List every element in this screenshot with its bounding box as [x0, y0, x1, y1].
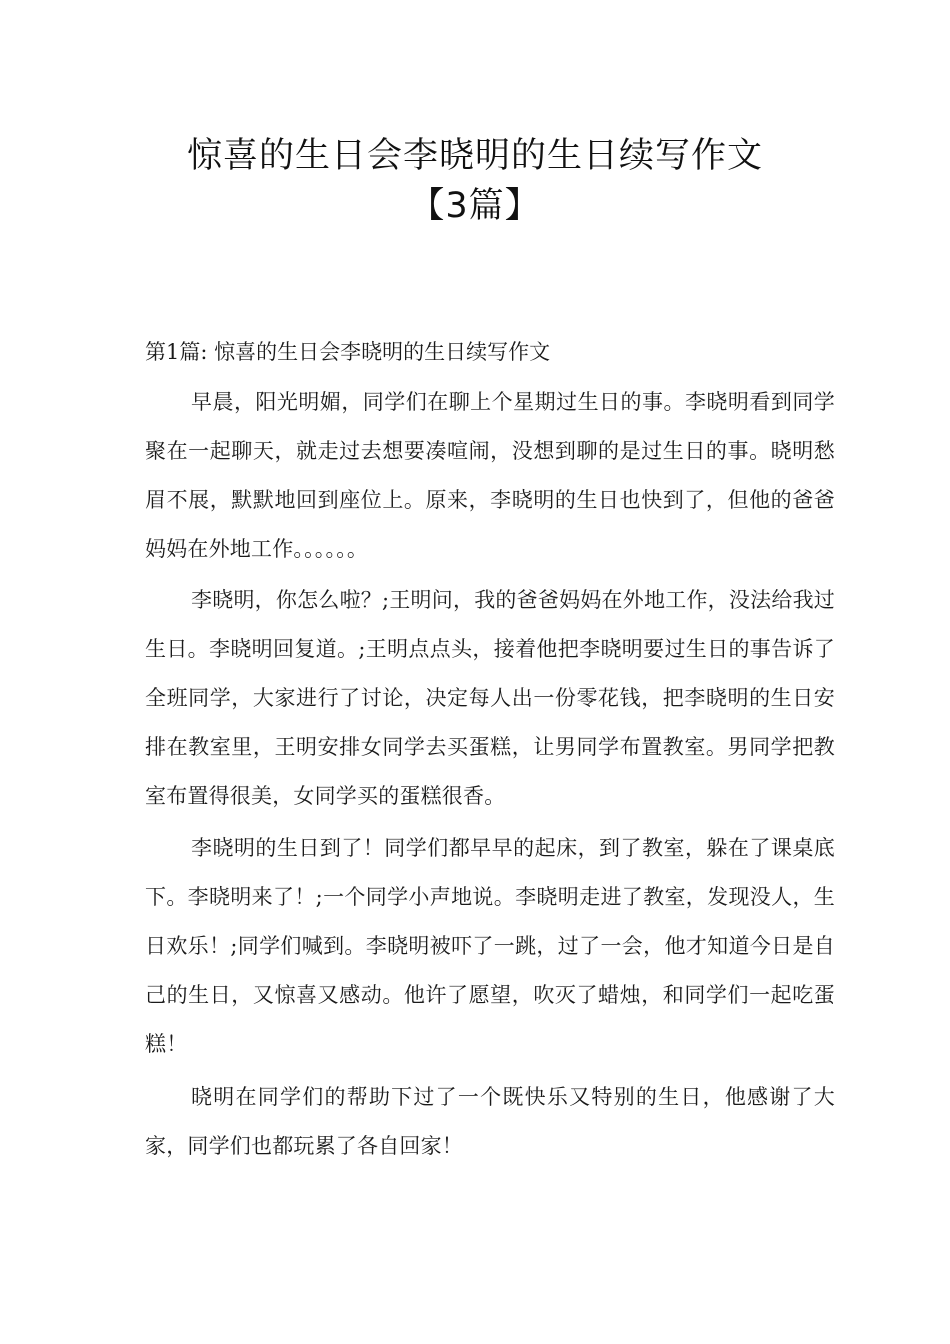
- paragraph: 李晓明的生日到了！同学们都早早的起床，到了教室，躲在了课桌底下。李晓明来了！;一个同学小声地说。李晓明走进了教室，发现没人，生日欢乐！;同学们喊到。李晓明被吓了一跳，过了一会，他才知道今日是自己的生日，又惊喜又感动。他许了愿望，吹灭了蜡烛，和同学们一起吃蛋糕！: [145, 836, 835, 1056]
- document-title-suffix: 【3篇】: [409, 186, 541, 226]
- paragraph: 晓明在同学们的帮助下过了一个既快乐又特别的生日，他感谢了大家，同学们也都玩累了各自回家！: [145, 1085, 835, 1158]
- paragraph: 李晓明，你怎么啦？;王明问，我的爸爸妈妈在外地工作，没法给我过生日。李晓明回复道。;王明点点头，接着他把李晓明要过生日的事告诉了全班同学，大家进行了讨论，决定每人出一份零花钱，把李晓明的生日安排在教室里，王明安排女同学去买蛋糕，让男同学布置教室。男同学把教室布置得很美，女同学买的蛋糕很香。: [145, 588, 835, 808]
- paragraph: 早晨，阳光明媚，同学们在聊上个星期过生日的事。李晓明看到同学聚在一起聊天，就走过去想要凑喧闹，没想到聊的是过生日的事。晓明愁眉不展，默默地回到座位上。原来，李晓明的生日也快到了，但他的爸爸妈妈在外地工作。。。。。。: [145, 390, 835, 561]
- section-heading: 第1篇: 惊喜的生日会李晓明的生日续写作文: [145, 340, 551, 364]
- document-title: 惊喜的生日会李晓明的生日续写作文: [186, 136, 763, 176]
